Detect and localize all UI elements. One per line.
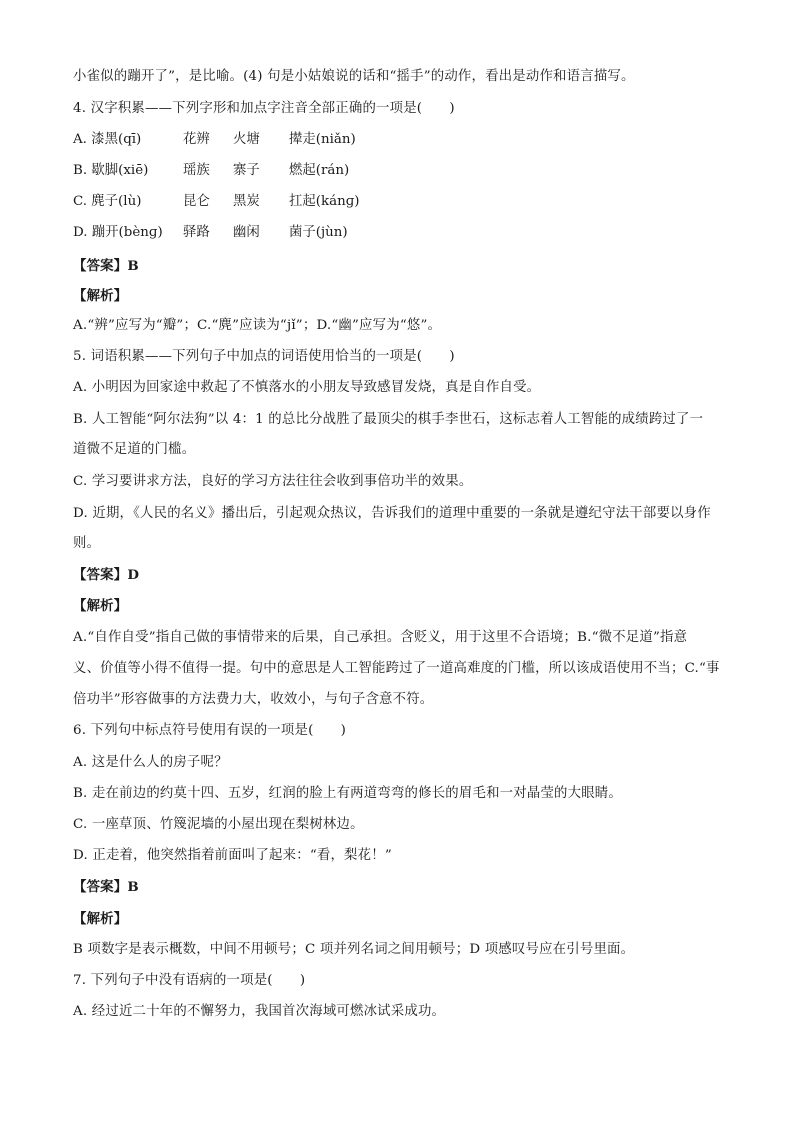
q5-analysis-label: 【解析】	[73, 598, 128, 614]
q5-analysis-line3: 倍功半”形容做事的方法费力大，收效小，与句子含意不符。	[73, 692, 434, 707]
q4-option-a-word1: A. 漆黑(qī)	[73, 132, 142, 147]
q4-answer: 【答案】B	[73, 258, 139, 274]
q4-option-a-word3: 火塘	[233, 132, 260, 147]
q4-option-c-word1: C. 麂子(lù)	[73, 194, 142, 209]
q3-analysis-tail: 小雀似的蹦开了”，是比喻。(4) 句是小姑娘说的话和“摇手”的动作，看出是动作和语言描写。	[73, 69, 635, 84]
q5-question: 5. 词语积累——下列句子中加点的词语使用恰当的一项是( )	[73, 349, 455, 364]
q5-analysis-line2: 义、价值等小得不值得一提。句中的意思是人工智能跨过了一道高难度的门槛，所以该成语使用不当；C.“事	[73, 661, 720, 676]
q4-option-b-word4: 燃起(rán)	[289, 163, 350, 178]
q4-analysis-label: 【解析】	[73, 288, 128, 304]
q5-option-d-line2: 则。	[73, 536, 101, 551]
q4-option-a-word2: 花辨	[183, 132, 210, 147]
q4-option-a-word4: 撵走(niǎn)	[289, 132, 356, 147]
q4-option-d-word4: 菌子(jùn)	[289, 225, 348, 240]
q5-option-a: A. 小明因为回家途中救起了不慎落水的小朋友导致感冒发烧，真是自作自受。	[73, 380, 541, 395]
q4-option-c-word2: 昆仑	[183, 194, 210, 209]
q4-option-b-word1: B. 歇脚(xiē)	[73, 163, 149, 178]
q5-analysis-line1: A.“自作自受”指自己做的事情带来的后果，自己承担。含贬义，用于这里不合语境；B.“微不足道”指意	[73, 630, 688, 645]
q5-option-b-line1: B. 人工智能“阿尔法狗”以 4：1 的总比分战胜了最顶尖的棋手李世石，这标志着人工智能的成绩跨过了一	[73, 412, 704, 427]
q4-option-d-word1: D. 蹦开(bènɡ)	[73, 225, 163, 240]
q7-option-a: A. 经过近二十年的不懈努力，我国首次海域可燃冰试采成功。	[73, 1004, 446, 1019]
q5-answer: 【答案】D	[73, 567, 140, 583]
q6-option-d: D. 正走着，他突然指着前面叫了起来：“看，梨花！”	[73, 848, 392, 863]
q4-option-b-word3: 寨子	[233, 163, 260, 178]
q6-option-a: A. 这是什么人的房子呢？	[73, 755, 228, 770]
q5-option-c: C. 学习要讲求方法，良好的学习方法往往会收到事倍功半的效果。	[73, 474, 473, 489]
q4-option-d-word3: 幽闲	[233, 225, 260, 240]
q7-question: 7. 下列句子中没有语病的一项是( )	[73, 973, 306, 988]
q4-question: 4. 汉字积累——下列字形和加点字注音全部正确的一项是( )	[73, 101, 455, 116]
q4-option-c-word3: 黑炭	[233, 194, 260, 209]
q6-question: 6. 下列句中标点符号使用有误的一项是( )	[73, 723, 347, 738]
q4-option-b-word2: 瑶族	[183, 163, 210, 178]
q4-option-d-word2: 驿路	[183, 225, 210, 240]
q5-option-d-line1: D. 近期，《人民的名义》播出后，引起观众热议，告诉我们的道理中重要的一条就是遵纪守法干部要以身作	[73, 506, 711, 521]
q4-option-c-word4: 扛起(kánɡ)	[289, 194, 360, 209]
q4-analysis: A.“辨”应写为“瓣”；C.“麂”应读为“jǐ”；D.“幽”应写为“悠”。	[73, 318, 442, 333]
q6-option-c: C. 一座草顶、竹篾泥墙的小屋出现在梨树林边。	[73, 817, 364, 832]
q6-option-b: B. 走在前边的约莫十四、五岁，红润的脸上有两道弯弯的修长的眉毛和一对晶莹的大眼睛。	[73, 786, 622, 801]
q6-answer: 【答案】B	[73, 879, 139, 895]
q5-option-b-line2: 道微不足道的门槛。	[73, 442, 196, 457]
q6-analysis: B 项数字是表示概数，中间不用顿号；C 项并列名词之间用顿号；D 项感叹号应在引号里面。	[73, 942, 635, 957]
q6-analysis-label: 【解析】	[73, 911, 128, 927]
